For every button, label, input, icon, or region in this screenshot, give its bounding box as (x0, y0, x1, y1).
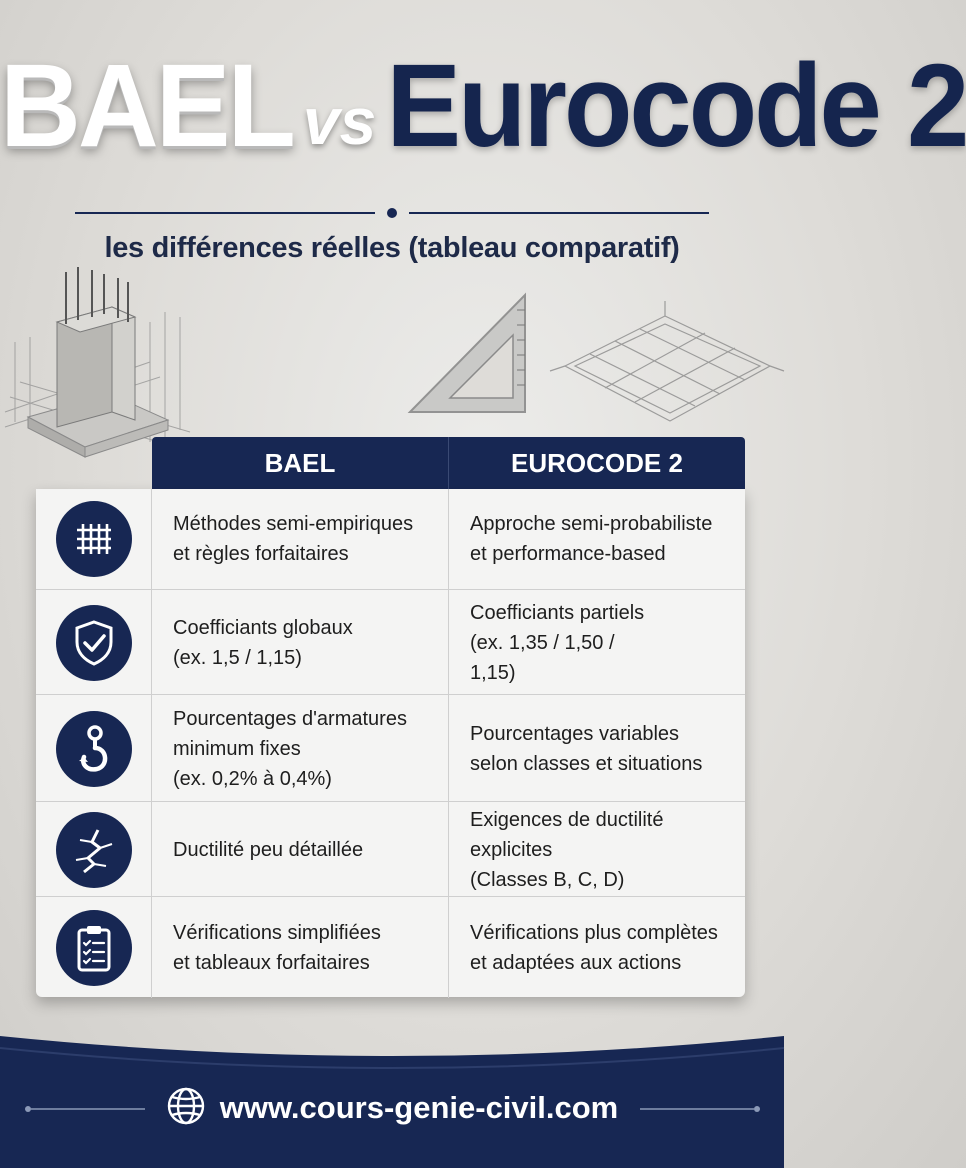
table-header (152, 437, 745, 489)
title-divider (75, 207, 709, 219)
subtitle: les différences réelles (tableau comparatif) (104, 232, 680, 264)
header-bael: BAEL (264, 447, 336, 478)
bael-cell: Coefficiants globaux (ex. 1,5 / 1,15) (173, 616, 353, 669)
website-url[interactable]: www.cours-genie-civil.com (219, 1090, 619, 1125)
set-square-illustration (405, 290, 545, 420)
crane-hook-icon (56, 711, 132, 787)
eurocode-cell: Approche semi-probabiliste et performance-based (448, 489, 745, 589)
table-body (36, 489, 745, 997)
bael-cell: Pourcentages d'armatures minimum fixes (ex. 0,2% à 0,4%) (173, 707, 407, 790)
eurocode-cell: Pourcentages variables selon classes et situations (448, 695, 745, 802)
header-eurocode: EUROCODE 2 (448, 437, 745, 489)
table-row (36, 589, 745, 695)
checklist-clipboard-icon (56, 910, 132, 986)
cracked-concrete-icon (56, 812, 132, 888)
reinforced-column-illustration (0, 262, 200, 462)
page-title (0, 39, 966, 172)
footer-link[interactable] (0, 1083, 784, 1133)
bael-cell: Méthodes semi-empiriques et règles forfaitaires (173, 513, 414, 565)
eurocode-cell: Coefficiants partiels (ex. 1,35 / 1,50 / 1,15) (448, 590, 745, 695)
bael-cell: Vérifications simplifiées et tableaux forfaitaires (173, 921, 381, 974)
globe-icon (166, 1086, 206, 1131)
shield-check-icon (56, 605, 132, 681)
table-row (36, 896, 745, 998)
table-row (36, 801, 745, 897)
eurocode-cell: Exigences de ductilité explicites (Classes B, C, D) (448, 802, 745, 897)
bael-cell: Ductilité peu détaillée (173, 838, 364, 861)
rebar-grid-icon (56, 501, 132, 577)
eurocode-cell: Vérifications plus complètes et adaptées aux actions (448, 897, 745, 998)
title-eurocode: Eurocode 2 (386, 39, 966, 172)
title-bael: BAEL (0, 39, 293, 172)
table-row (36, 489, 745, 589)
title-vs: vs (302, 84, 377, 158)
table-row (36, 694, 745, 802)
rebar-mesh-illustration (545, 296, 784, 431)
comparison-table (36, 437, 745, 997)
